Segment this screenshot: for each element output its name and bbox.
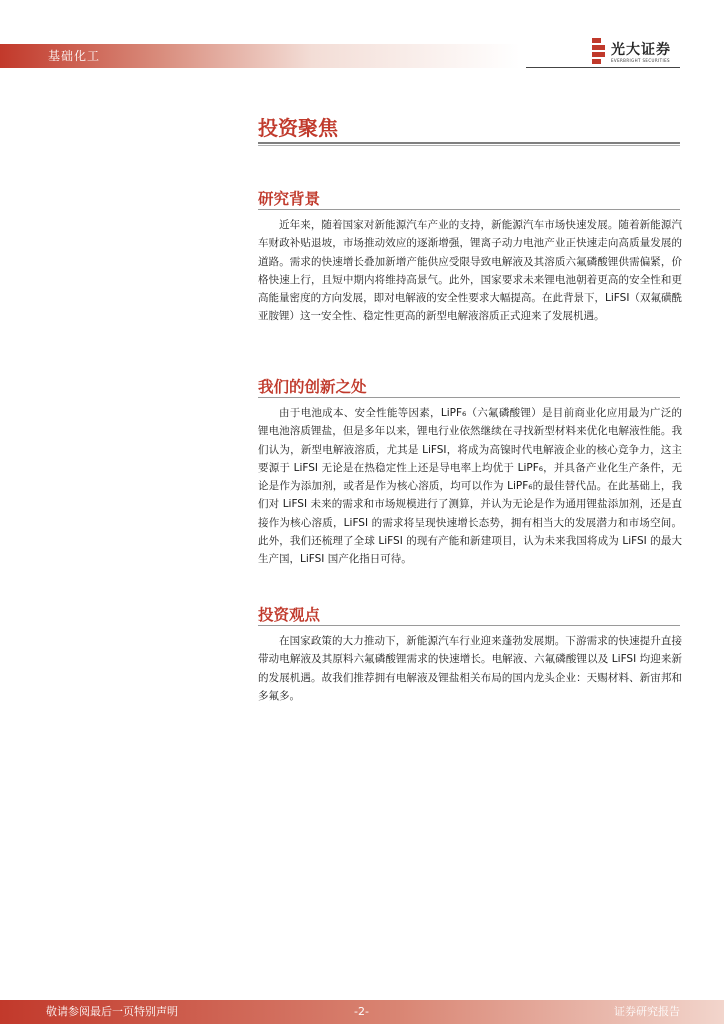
section-body-background: 近年来，随着国家对新能源汽车产业的支持，新能源汽车市场快速发展。随着新能源汽车财政补贴退坡，市场推动效应的逐渐增强，锂离子动力电池产业正快速走向高质量发展的道路。需求的快速增长叠加新增产能供应受限导致电解液及其溶质六氟磷酸锂供需偏紧，价格快速上行，且短中期内将维持高景气。此外，国家要求未来锂电池朝着更高的安全性和更高能量密度的方向发展，即对电解液的安全性要求大幅提高。在此背景下，LiFSI（双氟磺酰亚胺锂）这一安全性、稳定性更高的新型电解液溶质正式迎来了发展机遇。 xyxy=(258,219,682,323)
page-title: 投资聚焦 xyxy=(258,116,338,140)
logo-text-en: EVERBRIGHT SECURITIES xyxy=(611,58,670,63)
section-heading-innovation: 我们的创新之处 xyxy=(258,378,367,396)
title-rule xyxy=(258,142,680,146)
logo-text-cn: 光大证券 xyxy=(611,42,671,58)
footer-disclaimer: 敬请参阅最后一页特别声明 xyxy=(46,1005,178,1018)
header-divider xyxy=(526,67,680,68)
section-body-investment-view: 在国家政策的大力推动下，新能源汽车行业迎来蓬勃发展期。下游需求的快速提升直接带动电解液及其原料六氟磷酸锂需求的快速增长。电解液、六氟磷酸锂以及 LiFSI 均迎来新的发展机遇。故我们推荐拥有电解液及锂盐相关布局的国内龙头企业：天赐材料、新宙邦和多氟多。 xyxy=(258,635,682,702)
section-rule xyxy=(258,397,680,398)
section-heading-background: 研究背景 xyxy=(258,190,321,208)
section-body-innovation: 由于电池成本、安全性能等因素，LiPF₆（六氟磷酸锂）是目前商业化应用最为广泛的锂电池溶质锂盐，但是多年以来，锂电行业依然继续在寻找新型材料来优化电解液性能。我们认为，新型电解液溶质，尤其是 LiFSI，将成为高镍时代电解液企业的核心竞争力，这主要源于 LiFSI 无论是在热稳定性上还是导电率上均优于 LiPF₆，并具备产业化生产条件，无论是作为添加剂，或者是作为核心溶质，均可以作为 LiPF₆的最佳替代品。在此基础上，我们对 LiFSI 未来的需求和市场规模进行了测算，并认为无论是作为通用锂盐添加剂，还是直接作为核心溶质，LiFSI 的需求将呈现快速增长态势，拥有相当大的发展潜力和市场空间。此外，我们还梳理了全球 LiFSI 的现有产能和新建项目，认为未来我国将成为 LiFSI 的最大生产国，LiFSI 国产化指日可待。 xyxy=(258,407,682,566)
company-logo xyxy=(592,38,692,66)
section-rule xyxy=(258,209,680,210)
section-heading-investment-view: 投资观点 xyxy=(258,606,321,624)
industry-label: 基础化工 xyxy=(48,49,101,63)
logo-mark-icon xyxy=(592,38,606,64)
page-number: -2- xyxy=(354,1005,369,1018)
footer-report-type: 证券研究报告 xyxy=(614,1005,680,1018)
section-rule xyxy=(258,625,680,626)
